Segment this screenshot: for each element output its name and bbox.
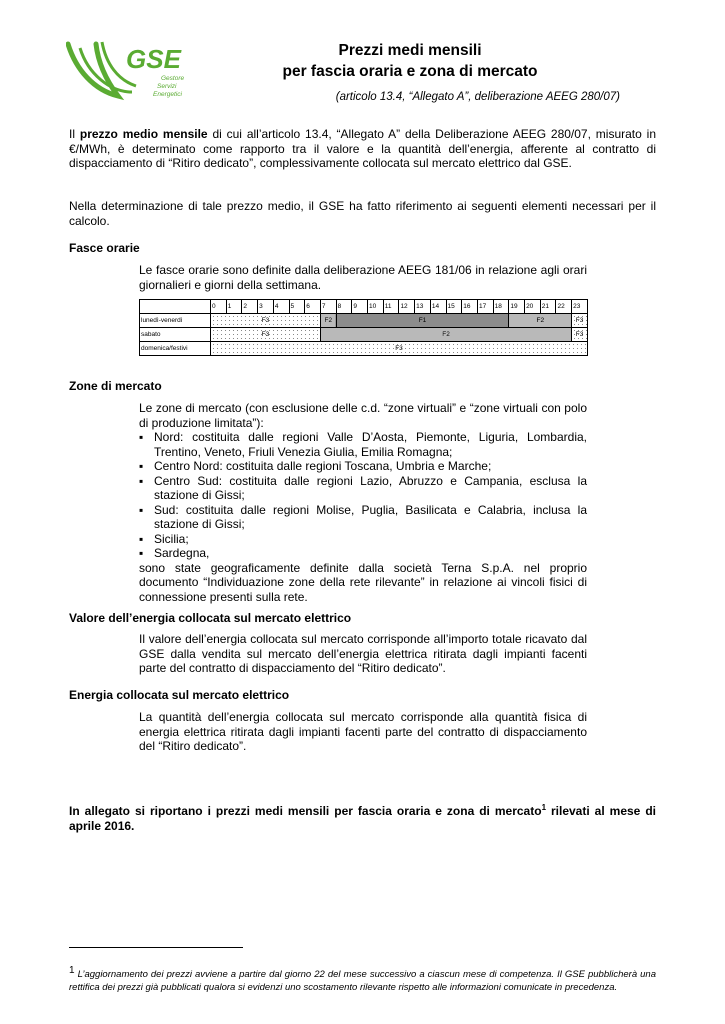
band-cell-f3: F3: [211, 328, 321, 342]
zone-item: ▪ Centro Sud: costituita dalle regioni Lazio, Abruzzo e Campania, esclusa la stazione di Gissi;: [154, 474, 587, 503]
valore-text: Il valore dell’energia collocata sul mercato corrisponde all’importo totale ricavato dal GSE dalla vendita sul mercato dell’energia elettrica ritirata dagli impianti facenti parte del contratto di dispacciamento del “Ritiro dedicato”.: [139, 632, 587, 675]
gse-logo: [66, 40, 196, 102]
hour-header-cell: 9: [352, 300, 368, 314]
hour-header-cell: 12: [399, 300, 415, 314]
hour-header-cell: 6: [305, 300, 321, 314]
zone-item: ▪ Centro Nord: costituita dalle regioni Toscana, Umbria e Marche;: [154, 459, 587, 474]
band-cell-f2: F2: [320, 328, 571, 342]
hour-header-cell: 20: [525, 300, 541, 314]
fasce-row: [140, 342, 588, 356]
section-heading-energia: Energia collocata sul mercato elettrico: [69, 688, 290, 702]
fasce-table: [139, 299, 588, 356]
band-cell-f2: F2: [320, 314, 336, 328]
day-label: sabato: [140, 328, 211, 342]
allegato-paragraph: In allegato si riportano i prezzi medi mensili per fascia oraria e zona di mercato$^1$ rilevati al mese di aprile 2016.: [69, 803, 657, 833]
hour-header-cell: 21: [540, 300, 556, 314]
footnote-separator: [69, 947, 243, 948]
fasce-text: Le fasce orarie sono definite dalla deliberazione AEEG 181/06 in relazione agli orari giornalieri e giorni della settimana.: [139, 263, 587, 292]
svg-text:GSE: GSE: [126, 44, 181, 74]
hour-header-cell: 10: [368, 300, 384, 314]
hour-header-cell: 2: [242, 300, 258, 314]
intro-paragraph-1: Il prezzo medio mensile di cui all’articolo 13.4, “Allegato A” della Deliberazione AEEG 280/07, misurato in €/MWh, è determinato come rapporto tra il valore e la quantità dell’energia, afferente al contratto di dispacciamento di “Ritiro dedicato”, complessivamente collocata sul mercato elettrico dal GSE.: [69, 127, 656, 170]
page-subtitle: (articolo 13.4, “Allegato A”, deliberazione AEEG 280/07): [335, 91, 620, 103]
svg-text:Energetici: Energetici: [153, 91, 182, 98]
band-cell-f1: F1: [336, 314, 509, 328]
hour-header-cell: 5: [289, 300, 305, 314]
footnote: $^1$ L’aggiornamento dei prezzi avviene a partire dal giorno 22 del mese successivo a ciascun mese di competenza. Il GSE pubblicherà una rettifica dei prezzi già pubblicati qualora si evidenzi uno scostamento rilevante rispetto alle informazioni comunicate in precedenza.: [69, 965, 656, 994]
hour-header-cell: 1: [226, 300, 242, 314]
zone-list: [139, 430, 587, 561]
zone-item: ▪ Sicilia;: [154, 532, 587, 547]
band-cell-f3: F3: [211, 342, 588, 356]
zone-item: ▪ Sardegna,: [154, 546, 587, 561]
band-cell-f3: F3: [572, 314, 588, 328]
band-cell-f3: F3: [572, 328, 588, 342]
hour-header-cell: 0: [211, 300, 227, 314]
zone-block: [139, 401, 587, 604]
section-heading-valore: Valore dell’energia collocata sul mercato elettrico: [69, 611, 352, 625]
page-title-line1: Prezzi medi mensili: [338, 42, 482, 59]
hour-header-cell: 18: [493, 300, 509, 314]
hour-header-cell: 11: [383, 300, 399, 314]
band-cell-f3: F3: [211, 314, 321, 328]
zone-item: ▪ Sud: costituita dalle regioni Molise, Puglia, Basilicata e Calabria, inclusa la stazione di Gissi;: [154, 503, 587, 532]
hour-header-cell: 3: [258, 300, 274, 314]
zone-item: ▪ Nord: costituita dalle regioni Valle D’Aosta, Piemonte, Liguria, Lombardia, Trentino, Veneto, Friuli Venezia Giulia, Emilia Romagna;: [154, 430, 587, 459]
fasce-row: [140, 314, 588, 328]
band-cell-f2: F2: [509, 314, 572, 328]
intro-paragraph-2: Nella determinazione di tale prezzo medio, il GSE ha fatto riferimento ai seguenti elementi necessari per il calcolo.: [69, 199, 656, 228]
section-heading-zone: Zone di mercato: [69, 379, 162, 393]
zone-intro: Le zone di mercato (con esclusione delle c.d. “zone virtuali” e “zone virtuali con polo di produzione limitata”):: [139, 401, 587, 430]
hour-header-cell: 19: [509, 300, 525, 314]
table-corner-cell: [140, 300, 211, 314]
hour-header-cell: 13: [415, 300, 431, 314]
svg-text:Gestore: Gestore: [161, 75, 185, 82]
hour-header-cell: 7: [320, 300, 336, 314]
hour-header-cell: 8: [336, 300, 352, 314]
page-title-line2: per fascia oraria e zona di mercato: [282, 63, 538, 80]
zone-outro: sono state geograficamente definite dalla società Terna S.p.A. nel proprio documento “Individuazione zone della rete rilevante” in relazione ai vincoli fisici di connessione presenti sulla rete.: [139, 560, 587, 604]
day-label: lunedì-venerdì: [140, 314, 211, 328]
fasce-row: [140, 328, 588, 342]
hour-header-cell: 17: [477, 300, 493, 314]
hour-header-cell: 23: [572, 300, 588, 314]
svg-text:Servizi: Servizi: [157, 83, 177, 90]
hour-header-cell: 4: [273, 300, 289, 314]
day-label: domenica/festivi: [140, 342, 211, 356]
section-heading-fasce: Fasce orarie: [69, 241, 140, 255]
hour-header-cell: 16: [462, 300, 478, 314]
hour-header-cell: 14: [430, 300, 446, 314]
hour-header-cell: 22: [556, 300, 572, 314]
hour-header-cell: 15: [446, 300, 462, 314]
energia-text: La quantità dell’energia collocata sul mercato corrisponde alla quantità fisica di energia elettrica ritirata dagli impianti facenti parte del contratto di dispacciamento del “Ritiro dedicato”.: [139, 710, 587, 753]
